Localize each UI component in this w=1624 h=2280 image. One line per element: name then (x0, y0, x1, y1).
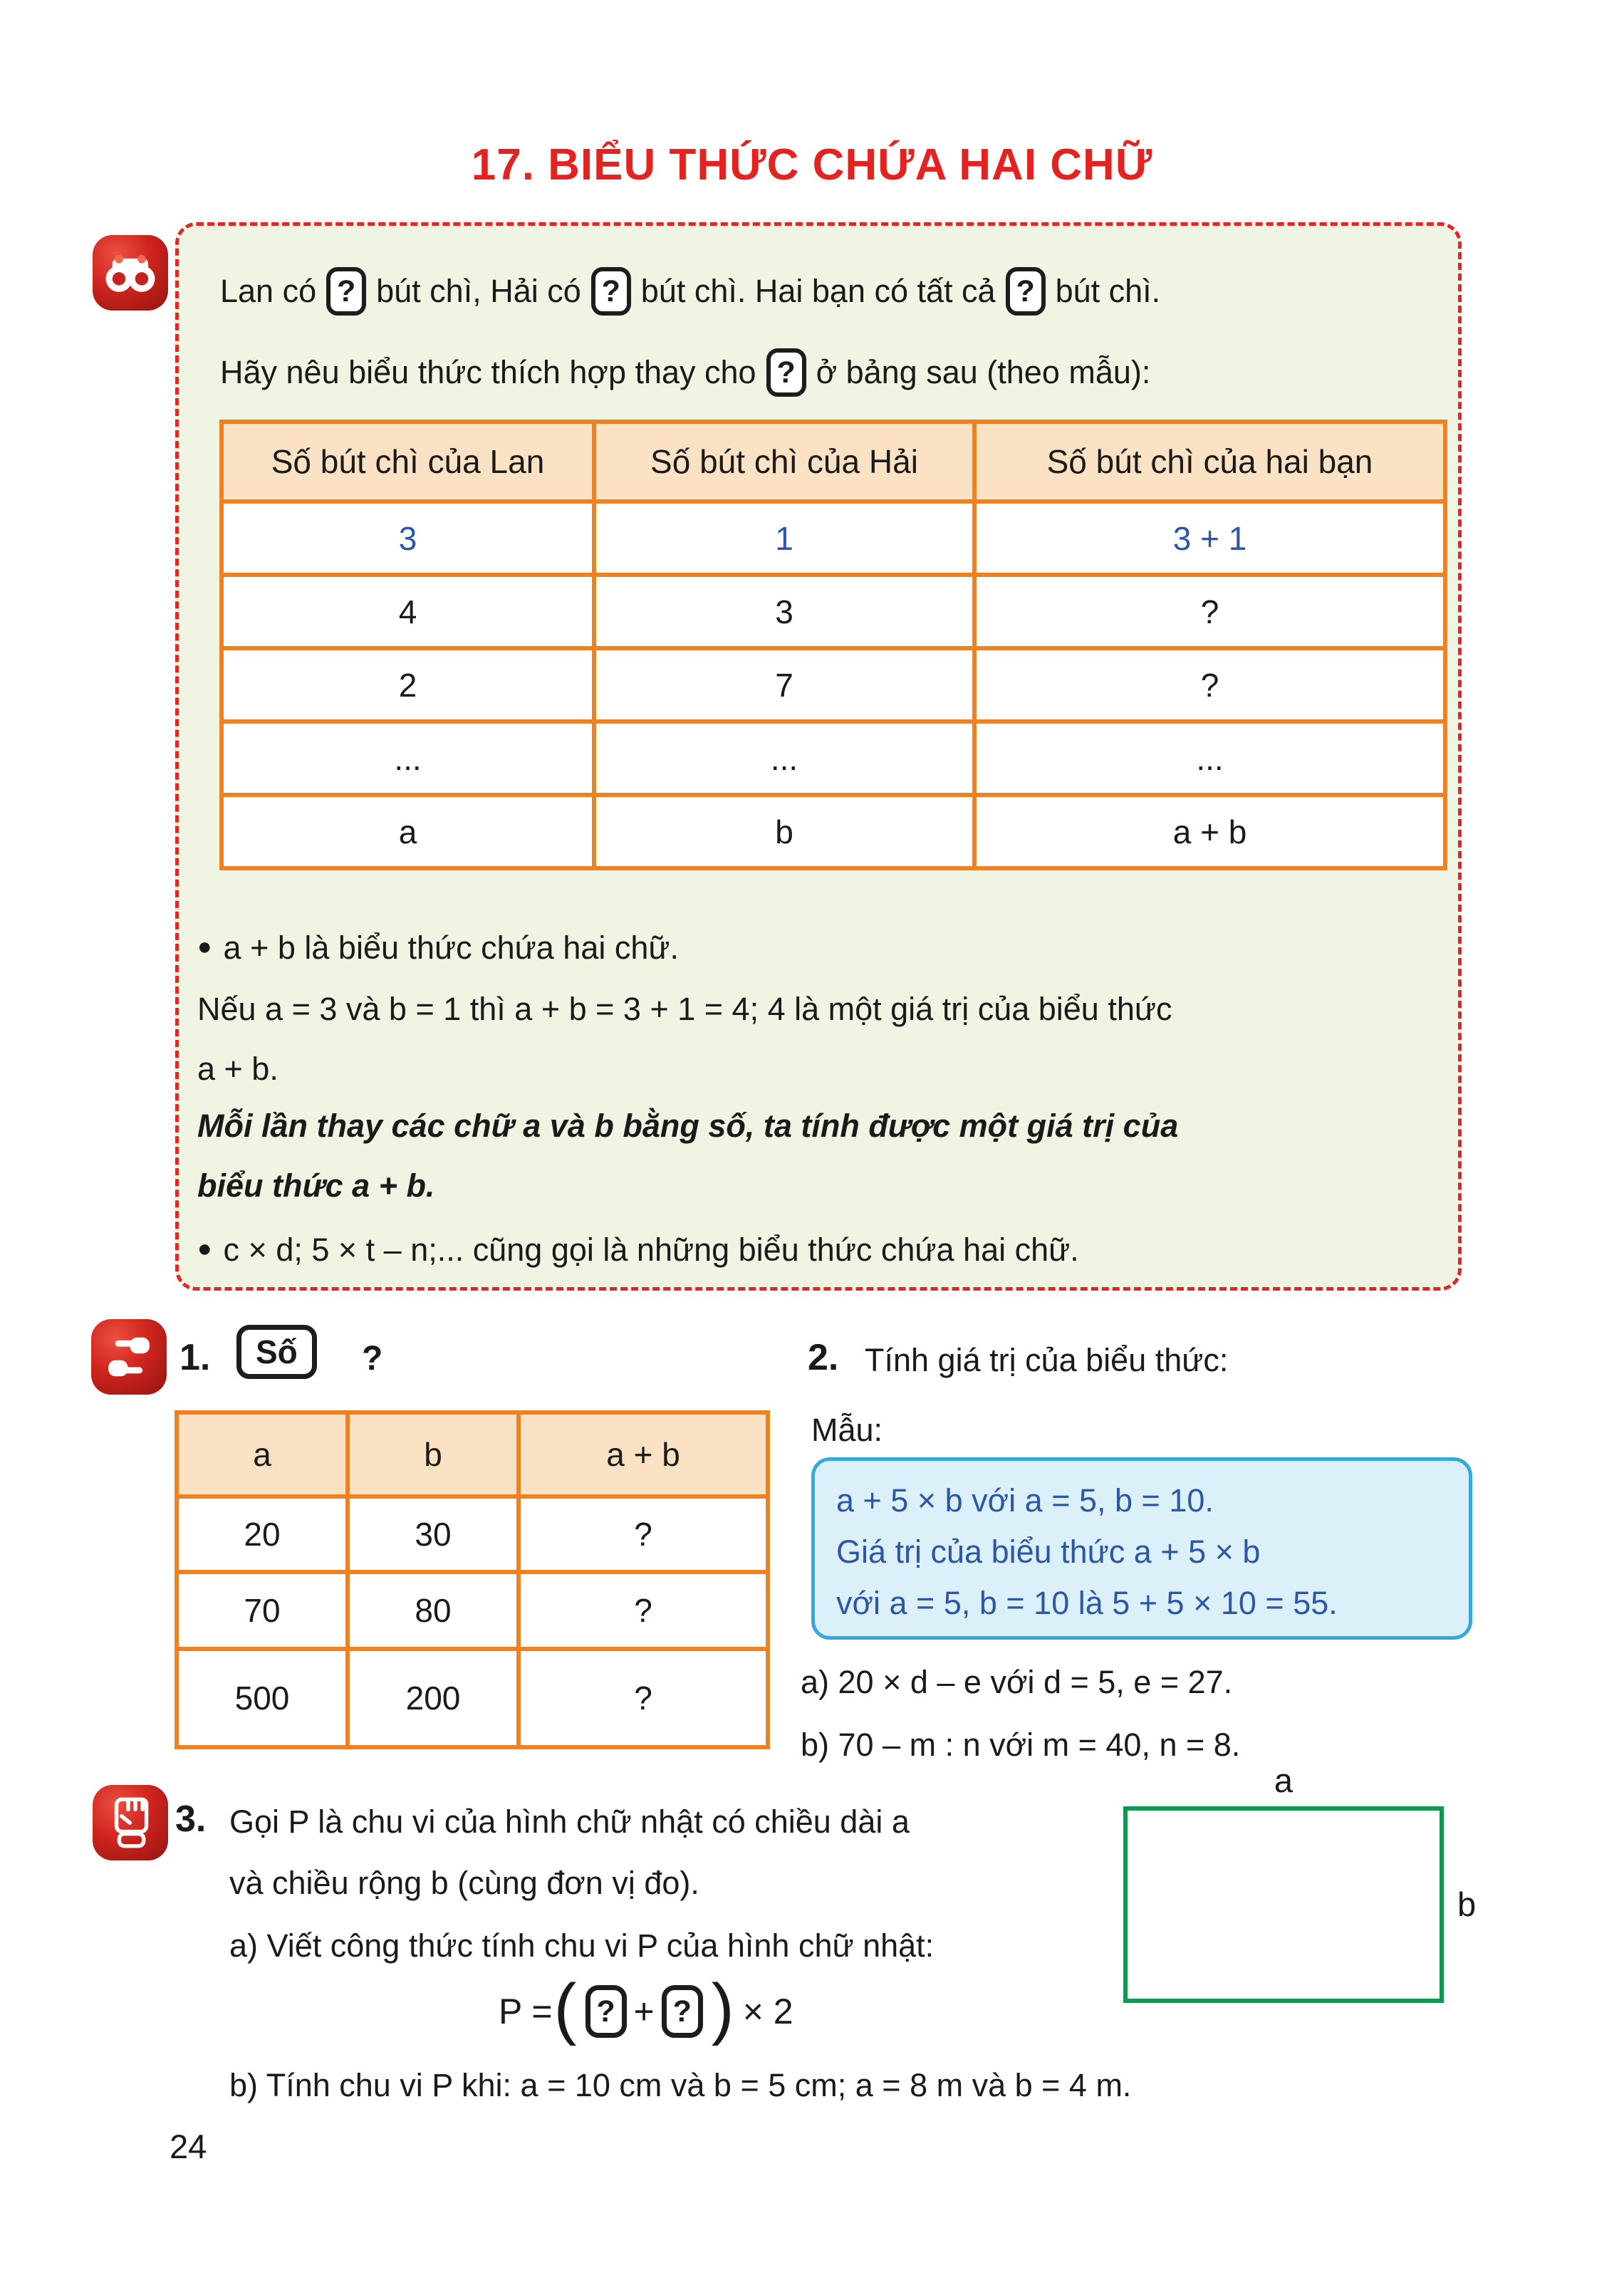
column-header: a + b (519, 1412, 768, 1496)
table-cell[interactable]: ? (974, 575, 1445, 648)
table-cell: 3 (222, 501, 594, 575)
table-cell: ... (594, 722, 974, 795)
table-row (222, 722, 1445, 795)
formula-rhs: × 2 (742, 1992, 793, 2031)
rectangle-width-label: b (1457, 1885, 1477, 1923)
text-segment: bút chì. (1055, 273, 1161, 309)
plus-sign: + (633, 1992, 655, 2031)
table-cell: 4 (222, 575, 594, 648)
table-cell: 2 (222, 648, 594, 722)
binoculars-glyph (100, 243, 160, 303)
sample-label: Mẫu: (811, 1412, 883, 1448)
explore-sentence-1 (220, 267, 1160, 316)
exercise-1-table (175, 1410, 770, 1749)
note-text: a + b là biểu thức chứa hai chữ. (223, 930, 680, 966)
table-cell: ... (974, 722, 1445, 795)
exercise-2-item-b: b) 70 – m : n với m = 40, n = 8. (801, 1727, 1241, 1763)
table-cell: 7 (594, 648, 974, 722)
so-number-badge[interactable]: Số (236, 1325, 317, 1379)
table-cell: 70 (177, 1572, 348, 1649)
page-number: 24 (170, 2128, 207, 2165)
pencil-count-table (219, 420, 1447, 870)
note-paragraph-line-2: a + b. (197, 1051, 279, 1087)
explore-sentence-2 (220, 348, 1150, 397)
exercise-2-number: 2. (808, 1337, 839, 1378)
exercise-3-item-b: b) Tính chu vi P khi: a = 10 cm và b = 5 cm; a = 8 m và b = 4 m. (229, 2067, 1132, 2103)
table-cell: a + b (974, 795, 1445, 868)
table-cell: 1 (594, 501, 974, 575)
sample-line: a + 5 × b với a = 5, b = 10. (836, 1482, 1214, 1519)
table-row (222, 648, 1445, 722)
column-header: a (177, 1412, 348, 1496)
table-cell: b (594, 795, 974, 868)
bullet-icon: ● (197, 1235, 212, 1262)
open-paren: ( (553, 1970, 577, 2046)
table-cell: 20 (177, 1496, 348, 1572)
table-cell: 500 (177, 1649, 348, 1747)
text-segment: Lan có (220, 273, 317, 309)
table-cell[interactable]: ? (519, 1572, 768, 1649)
note-bullet-2 (197, 1232, 1079, 1269)
question-placeholder-box[interactable]: ? (662, 1985, 703, 2038)
table-row (222, 501, 1445, 575)
exercise-3-number: 3. (175, 1799, 207, 1840)
table-cell: a (222, 795, 594, 868)
sample-line: với a = 5, b = 10 là 5 + 5 × 10 = 55. (836, 1585, 1338, 1621)
table-row (177, 1649, 768, 1747)
text-segment: bút chì. Hai bạn có tất cả (640, 273, 996, 309)
question-placeholder-box[interactable]: ? (1006, 267, 1046, 316)
table-row (177, 1572, 768, 1649)
question-placeholder-box[interactable]: ? (766, 348, 806, 397)
note-bullet-1 (197, 930, 679, 967)
binoculars-icon (93, 235, 168, 311)
rule-emphasis-line-2: biểu thức a + b. (197, 1167, 435, 1204)
table-cell[interactable]: ? (519, 1649, 768, 1747)
activity-hands-icon (91, 1319, 167, 1395)
exercise-1-number: 1. (179, 1337, 211, 1378)
table-row (222, 795, 1445, 868)
table-row (177, 1496, 768, 1572)
exercise-3-line-1: Gọi P là chu vi của hình chữ nhật có chiều dài a (229, 1803, 910, 1840)
rectangle-figure (1123, 1806, 1444, 2003)
rule-emphasis-line-1: Mỗi lần thay các chữ a và b bằng số, ta tính được một giá trị của (197, 1108, 1179, 1144)
exercise-2-title: Tính giá trị của biểu thức: (865, 1342, 1229, 1378)
column-header: b (348, 1412, 519, 1496)
bullet-icon: ● (197, 933, 212, 960)
close-paren: ) (711, 1970, 734, 2046)
exercise-3-item-a: a) Viết công thức tính chu vi P của hình chữ nhật: (229, 1927, 935, 1964)
sample-worked-example-box (811, 1457, 1472, 1640)
question-placeholder-box[interactable]: ? (585, 1985, 627, 2038)
table-cell: 80 (348, 1572, 519, 1649)
table-cell[interactable]: ? (974, 648, 1445, 722)
table-cell: 200 (348, 1649, 519, 1747)
exercise-3-line-2: và chiều rộng b (cùng đơn vị đo). (229, 1865, 699, 1901)
exercise-1-question-mark: ? (362, 1340, 383, 1378)
table-cell: 3 + 1 (974, 501, 1445, 575)
table-cell: ... (222, 722, 594, 795)
note-text: c × d; 5 × t – n;... cũng gọi là những biểu thức chứa hai chữ. (223, 1232, 1079, 1268)
note-paragraph-line-1: Nếu a = 3 và b = 1 thì a + b = 3 + 1 = 4; 4 là một giá trị của biểu thức (197, 991, 1172, 1027)
table-cell[interactable]: ? (519, 1496, 768, 1572)
perimeter-formula (499, 1970, 793, 2046)
fist-glyph (103, 1793, 158, 1853)
column-header: Số bút chì của Lan (222, 422, 594, 501)
exercise-2-item-a: a) 20 × d – e với d = 5, e = 27. (801, 1664, 1233, 1700)
text-segment: bút chì, Hải có (376, 273, 581, 309)
text-segment: Hãy nêu biểu thức thích hợp thay cho (220, 354, 756, 390)
column-header: Số bút chì của Hải (594, 422, 974, 501)
text-segment: ở bảng sau (theo mẫu): (816, 354, 1151, 390)
table-cell: 30 (348, 1496, 519, 1572)
table-cell: 3 (594, 575, 974, 648)
explore-box (175, 222, 1462, 1291)
page-title: 17. BIỂU THỨC CHỨA HAI CHỮ (471, 140, 1153, 189)
rectangle-length-label: a (1274, 1761, 1294, 1799)
table-row (222, 575, 1445, 648)
column-header: Số bút chì của hai bạn (974, 422, 1445, 501)
hands-glyph (100, 1328, 157, 1385)
sample-line: Giá trị của biểu thức a + 5 × b (836, 1534, 1261, 1570)
question-placeholder-box[interactable]: ? (591, 267, 631, 316)
fist-icon (93, 1785, 168, 1860)
question-placeholder-box[interactable]: ? (326, 267, 366, 316)
formula-lhs: P = (499, 1992, 553, 2031)
